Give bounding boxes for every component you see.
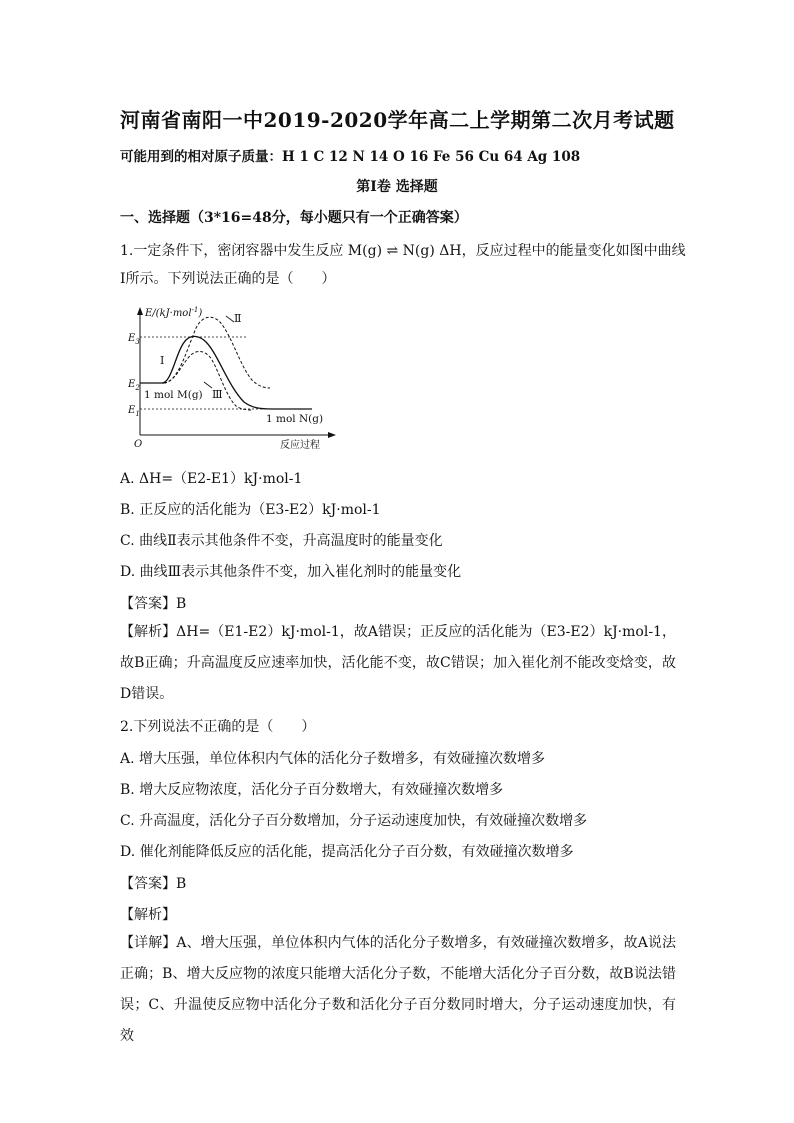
curve-3-label: Ⅲ [212,388,223,401]
q2-answer: 【答案】B [120,876,187,892]
q2-stem: 2.下列说法不正确的是（ ） [120,719,316,735]
part-heading: 一、选择题（3*16=48分，每小题只有一个正确答案） [120,210,468,226]
q1-stem-line1: 1.一定条件下，密闭容器中发生反应 M(g) ⇌ N(g) ΔH，反应过程中的能量变化如图中曲线 [120,243,686,259]
product-label: 1 mol N(g) [266,413,324,425]
q1-option-d: D. 曲线Ⅲ表示其他条件不变，加入崔化剂时的能量变化 [120,564,462,580]
reactant-label: 1 mol M(g) [144,389,203,401]
q1-option-c: C. 曲线Ⅱ表示其他条件不变，升高温度时的能量变化 [120,533,443,549]
origin-label: O [134,439,143,450]
energy-diagram [120,298,342,450]
q2-option-d: D. 催化剂能降低反应的活化能，提高活化分子百分数，有效碰撞次数增多 [120,844,574,860]
x-axis-label: 反应过程 [280,440,320,450]
q2-analysis-label: 【解析】 [120,907,176,923]
e1-label: $E_1$ [128,405,140,418]
q1-option-b: B. 正反应的活化能为（E3-E2）kJ·mol-1 [120,502,381,518]
q1-stem-line2: Ⅰ所示。下列说法正确的是（ ） [120,271,336,287]
section-heading: 第Ⅰ卷 选择题 [356,179,438,195]
curve-1-label: Ⅰ [160,354,165,367]
e3-label: $E_3$ [128,333,140,346]
q1-analysis: 【解析】ΔH=（E1-E2）kJ·mol-1，故A错误；正反应的活化能为（E3-E2）kJ·mol-1，故B正确；升高温度反应速率加快，活化能不变，故C错误；加入崔化剂不能改变焓变，故D错误。 [120,624,676,702]
q2-option-a: A. 增大压强，单位体积内气体的活化分子数增多，有效碰撞次数增多 [120,751,546,767]
curve-2-label: Ⅱ [234,312,242,325]
q2-option-b: B. 增大反应物浓度，活化分子百分数增大，有效碰撞次数增多 [120,782,504,798]
atomic-masses: 可能用到的相对原子质量：H 1 C 12 N 14 O 16 Fe 56 Cu 64 Ag 108 [120,149,581,165]
page-title: 河南省南阳一中2019-2020学年高二上学期第二次月考试题 [120,108,675,132]
q2-option-c: C. 升高温度，活化分子百分数增加，分子运动速度加快，有效碰撞次数增多 [120,813,588,829]
q1-answer: 【答案】B [120,596,187,612]
e2-label: $E_2$ [128,379,140,392]
q2-detail: 【详解】A、增大压强，单位体积内气体的活化分子数增多，有效碰撞次数增多，故A说法正确；B、增大反应物的浓度只能增大活化分子数，不能增大活化分子百分数，故B说法错误；C、升温使反应物中活化分子数和活化分子百分数同时增大，分子运动速度加快，有效 [120,935,676,1044]
q1-option-a: A. ΔH=（E2-E1）kJ·mol-1 [120,471,303,487]
y-axis-label: E/(kJ·mol$^{-1}$) [145,306,203,319]
